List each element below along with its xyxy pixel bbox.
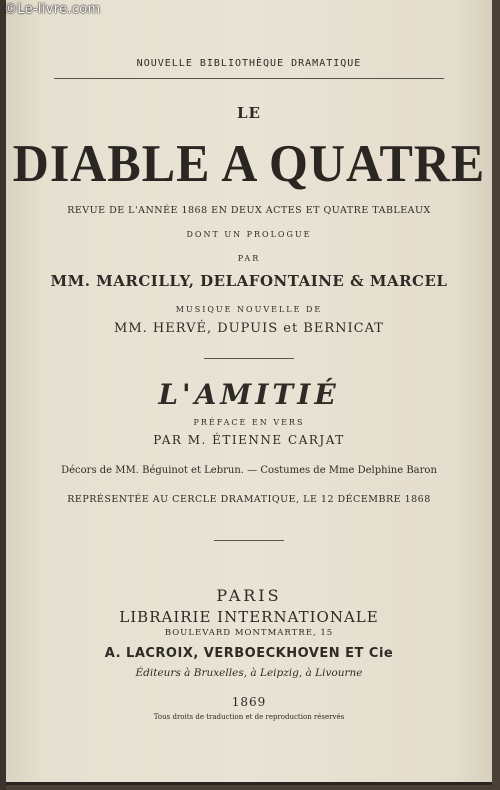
publisher-house: LIBRAIRIE INTERNATIONALE (119, 608, 379, 626)
lower-rule (214, 540, 284, 541)
publication-year: 1869 (231, 695, 267, 709)
publisher-names: A. LACROIX, VERBOECKHOVEN ET Cie (104, 646, 394, 661)
preface-label: PRÉFACE EN VERS (193, 418, 305, 427)
publication-city: PARIS (216, 586, 282, 605)
title-article: LE (237, 104, 261, 122)
top-rule (54, 78, 444, 79)
authors: MM. MARCILLY, DELAFONTAINE & MARCEL (50, 272, 448, 290)
watermark: ©Le-livre.com (4, 2, 101, 17)
series-name: NOUVELLE BIBLIOTHÈQUE DRAMATIQUE (136, 58, 362, 69)
rights-notice: Tous droits de traduction et de reproduction réservés (153, 713, 345, 721)
publisher-cities: Éditeurs à Bruxelles, à Leipzig, à Livourne (135, 667, 363, 679)
music-credit-label: MUSIQUE NOUVELLE DE (175, 305, 323, 314)
main-title: DIABLE A QUATRE (12, 133, 486, 193)
title-page (6, 0, 492, 785)
performance-note: REPRÉSENTÉE AU CERCLE DRAMATIQUE, LE 12 DÉCEMBRE 1868 (67, 494, 431, 505)
publisher-address: BOULEVARD MONTMARTRE, 15 (164, 628, 334, 638)
preface-author: PAR M. ÉTIENNE CARJAT (153, 433, 345, 447)
subtitle: REVUE DE L'ANNÉE 1868 EN DEUX ACTES ET QUATRE TABLEAUX (67, 205, 431, 216)
par-label: PAR (237, 254, 261, 263)
composers: MM. HERVÉ, DUPUIS et BERNICAT (114, 321, 384, 336)
middle-rule (204, 358, 294, 359)
prologue-note: DONT UN PROLOGUE (186, 230, 312, 239)
second-title: L'AMITIÉ (158, 378, 340, 411)
decors-costumes-credit: Décors de MM. Béguinot et Lebrun. — Costumes de Mme Delphine Baron (61, 465, 437, 476)
